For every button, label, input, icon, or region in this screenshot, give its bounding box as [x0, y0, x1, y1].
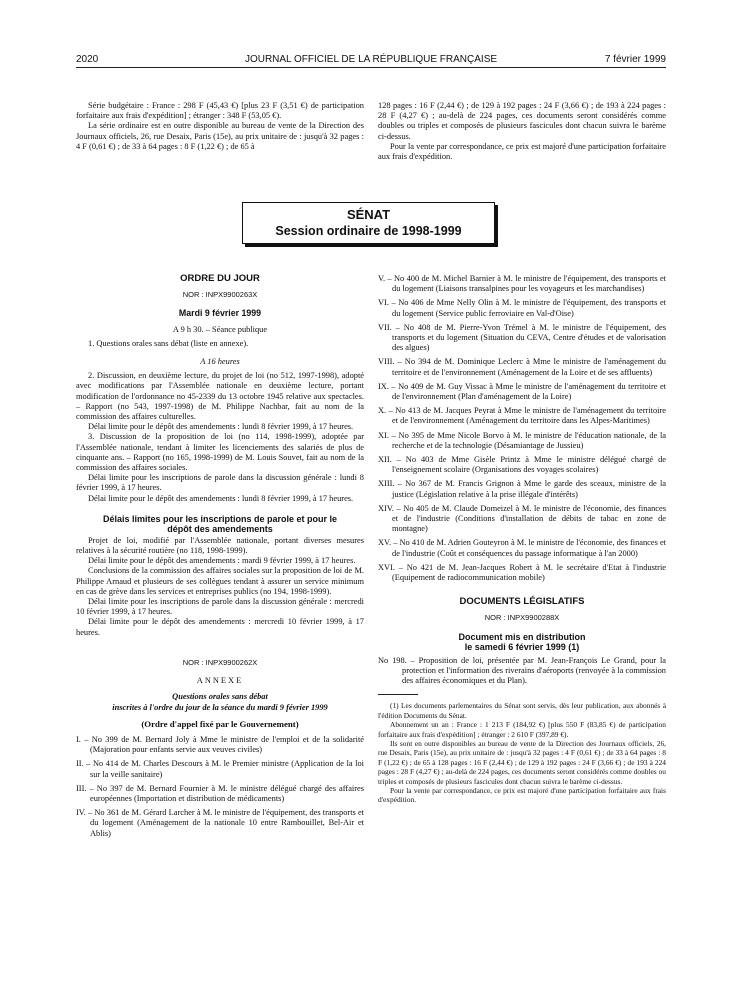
question-11: XI. – No 395 de Mme Nicole Borvo à M. le ministre de l'éducation nationale, de la recherche et de la technologie (Désamiantage de Jussieu) [378, 430, 666, 450]
question-5: V. – No 400 de M. Michel Barnier à M. le ministre de l'équipement, des transports et du logement (Liaisons transalpines pour les voyageurs et les marchandises) [378, 274, 666, 294]
left-main-column [76, 274, 364, 843]
footnote-subscription: Abonnement un an : France : 1 213 F (184,92 €) [plus 550 F (83,85 €) de participation forfaitaire aux frais d'expédition] ; étranger : 2 610 F (397,89 €). [378, 720, 666, 739]
footnote-rule [378, 694, 418, 695]
top-left-column [76, 101, 364, 152]
mail-order-text: Pour la vente par correspondance, ce prix est majoré d'une participation forfaitaire aux frais d'expédition. [378, 141, 666, 162]
distribution-date: le samedi 6 février 1999 (1) [464, 641, 580, 652]
footnote-mail-order: Pour la vente par correspondance, ce prix est majoré d'une participation forfaitaire aux frais d'expédition. [378, 785, 666, 805]
session-day: Mardi 9 février 1999 [178, 308, 262, 319]
question-1: I. – No 399 de M. Bernard Joly à Mme le ministre de l'emploi et de la solidarité (Majoration pour enfants servie aux veuves civiles) [76, 734, 364, 755]
pricing-continued-text: 128 pages : 16 F (2,44 €) ; de 129 à 192 pages : 24 F (3,66 €) ; de 193 à 224 pages : 28 F (4,27 €) ; au-delà de 224 pages, ces documents seront considérés comme doubles ou triples et composés de plusieurs fascicules dont chacun suivra le barème ci-dessus. [378, 101, 666, 141]
question-14: XIV. – No 405 de M. Claude Domeizel à M. le ministre de l'économie, des finances et de l'industrie (Conditions d'installation de débits de tabac en zone de montagne) [378, 503, 666, 534]
annexe-subheading-2: inscrites à l'ordre du jour de la séance du mardi 9 février 1999 [112, 702, 328, 712]
deadline-text-3: Conclusions de la commission des affaires sociales sur la proposition de loi de M. Philippe Arnaud et plusieurs de ses collègues tendant à assurer un service minimum en cas de grève dans les services et entreprises publics (no 194, 1998-1999). [76, 566, 364, 596]
deadline-text-1: Projet de loi, modifié par l'Assemblée nationale, portant diverses mesures relatives à la sécurité routière (no 118, 1998-1999). [76, 535, 364, 556]
footnote-1: (1) Les documents parlementaires du Sénat sont servis, dès leur publication, aux abonnés à l'édition Documents du Sénat. [378, 701, 666, 720]
serie-budgetaire-text: Série budgétaire : France : 298 F (45,43 €) [plus 23 F (3,51 €) de participation forfaitaire aux frais d'expédition] ; étranger : 348 F (53,05 €). [76, 101, 364, 121]
nor-reference: NOR : INPX9900263X [182, 290, 258, 300]
issue-date: 7 février 1999 [604, 54, 666, 65]
agenda-item-1: 1. Questions orales sans débat (liste en annexe). [88, 338, 249, 348]
legislative-docs-heading: DOCUMENTS LÉGISLATIFS [459, 596, 585, 608]
agenda-item-3: 3. Discussion de la proposition de loi (no 114, 1998-1999), adoptée par l'Assemblée nationale, tendant à limiter les licenciements des salariés de plus de cinquante ans. – Rapport (no 165, 1998-1999) de M. Louis Souvet, fait au nom de la commission des affaires sociales. [76, 432, 364, 473]
agenda-item-3-speech-deadline: Délai limite pour les inscriptions de parole dans la discussion générale : lundi 8 février 1999, à 17 heures. [76, 473, 364, 493]
nor-reference-docs: NOR : INPX9900288X [484, 613, 560, 623]
morning-session: A 9 h 30. – Séance publique [172, 324, 268, 334]
agenda-heading: ORDRE DU JOUR [180, 273, 260, 284]
senate-banner [242, 202, 495, 244]
document-198: No 198. – Proposition de loi, présentée par M. Jean-François Le Grand, pour la protection et l'information des riverains d'aéroports (renvoyée à la commission des affaires économiques et du Plan). [378, 655, 666, 686]
nor-reference-annexe: NOR : INPX9900262X [182, 657, 258, 667]
journal-title: JOURNAL OFFICIEL DE LA RÉPUBLIQUE FRANÇAISE [244, 54, 498, 65]
question-12: XII. – No 403 de Mme Gisèle Printz à Mme le ministre délégué chargé de l'enseignement scolaire (Organisations des voyages scolaires) [378, 455, 666, 475]
serie-ordinaire-text: La série ordinaire est en outre disponible au bureau de vente de la Direction des Journaux officiels, 26, rue Desaix, Paris (15e), au prix unitaire de : jusqu'à 32 pages : 4 F (0,61 €) ; de 33 à 64 pages : 8 F (1,22 €) ; de 65 à [76, 121, 364, 151]
question-3: III. – No 397 de M. Bernard Fournier à M. le ministre délégué chargé des affaires européennes (Importation et distribution de médicaments) [76, 783, 364, 803]
question-4: IV. – No 361 de M. Gérard Larcher à M. le ministre de l'équipement, des transports et du logement (Aménagement de la nationale 10 entre Rambouillet, Bel-Air et Ablis) [76, 808, 364, 838]
banner-subtitle: Session ordinaire de 1998-1999 [275, 224, 462, 238]
question-8: VIII. – No 394 de M. Dominique Leclerc à Mme le ministre de l'aménagement du territoire et de l'environnement (Aménagement de la Loire et de ses affluents) [378, 357, 666, 377]
question-9: IX. – No 409 de M. Guy Vissac à Mme le ministre de l'aménagement du territoire et de l'environnement (Plan d'aménagement de la Loire) [378, 381, 666, 402]
question-2: II. – No 414 de M. Charles Descours à M. le Premier ministre (Application de la loi sur la veille sanitaire) [76, 759, 364, 779]
distribution-heading: Document mis en distribution [458, 631, 586, 642]
page-number: 2020 [76, 54, 99, 65]
question-7: VII. – No 408 de M. Pierre-Yvon Trémel à M. le ministre de l'équipement, des transports et du logement (Situation du CEVA, Centre d'études et de valorisation des algues) [378, 322, 666, 353]
deadline-text-4: Délai limite pour les inscriptions de parole dans la discussion générale : mercredi 10 février 1999, à 17 heures. [76, 597, 364, 617]
afternoon-session: A 16 heures [200, 357, 240, 367]
question-13: XIII. – No 367 de M. Francis Grignon à Mme le garde des sceaux, ministre de la justice (Législation relative à la prise illégale d'intérêts) [378, 479, 666, 499]
deadlines-heading: Délais limites pour les inscriptions de parole et pour le dépôt des amendements [102, 513, 338, 534]
annexe-subheading: Questions orales sans débat [172, 692, 268, 702]
annexe-order-note: (Ordre d'appel fixé par le Gouvernement) [141, 718, 299, 729]
banner-title: SÉNAT [346, 207, 391, 222]
footnote-pricing: Ils sont en outre disponibles au bureau de vente de la Direction des Journaux officiels, 26, rue Desaix, Paris (15e), au prix unitaire de : jusqu'à 32 pages : 4 F (0,61 €) ; de 33 à 64 pages : 8 F (1,22 €) ; de 65 à 128 pages : 16 F (2,44 €) ; de 129 à 192 pages : 24 F (3,66 €) ; de 193 à 224 pages : 28 F (4,27 €) ; au-delà de 224 pages, ces documents seront considérés comme doubles ou triples et composés de plusieurs fascicules dont chacun suivra le barème ci-dessus. [378, 738, 666, 786]
question-15: XV. – No 410 de M. Adrien Gouteyron à M. le ministre de l'économie, des finances et de l'industrie (Coût et conséquences du passage informatique à l'an 2000) [378, 538, 666, 558]
agenda-item-2: 2. Discussion, en deuxième lecture, du projet de loi (no 512, 1997-1998), adopté avec modifications par l'Assemblée nationale en deuxième lecture, portant modification de l'ordonnance no 45-2339 du 13 octobre 1945 relative aux spectacles. – Rapport (no 543, 1997-1998) de M. Philippe Nachbar, fait au nom de la commission des affaires culturelles. [76, 371, 364, 422]
annexe-heading: ANNEXE [196, 676, 244, 686]
header-rule [76, 67, 666, 68]
deadline-text-2: Délai limite pour le dépôt des amendements : mardi 9 février 1999, à 17 heures. [88, 556, 356, 566]
question-6: VI. – No 406 de Mme Nelly Olin à M. le ministre de l'équipement, des transports et du logement (Service public ferroviaire en Val-d'Oise) [378, 298, 666, 318]
agenda-item-2-deadline: Délai limite pour le dépôt des amendements : lundi 8 février 1999, à 17 heures. [88, 422, 354, 432]
right-main-column [378, 274, 666, 805]
question-16: XVI. – No 421 de M. Jean-Jacques Robert à M. le secrétaire d'Etat à l'industrie (Equipement de radiocommunication mobile) [378, 562, 666, 583]
deadline-text-5: Délai limite pour le dépôt des amendements : mercredi 10 février 1999, à 17 heures. [76, 617, 364, 637]
agenda-item-3-amend-deadline: Délai limite pour le dépôt des amendements : lundi 8 février 1999, à 17 heures. [88, 493, 354, 503]
question-10: X. – No 413 de M. Jacques Peyrat à Mme le ministre de l'aménagement du territoire et de l'environnement (Aménagement du territoire dans les Alpes-Maritimes) [378, 406, 666, 426]
top-right-column [378, 101, 666, 162]
